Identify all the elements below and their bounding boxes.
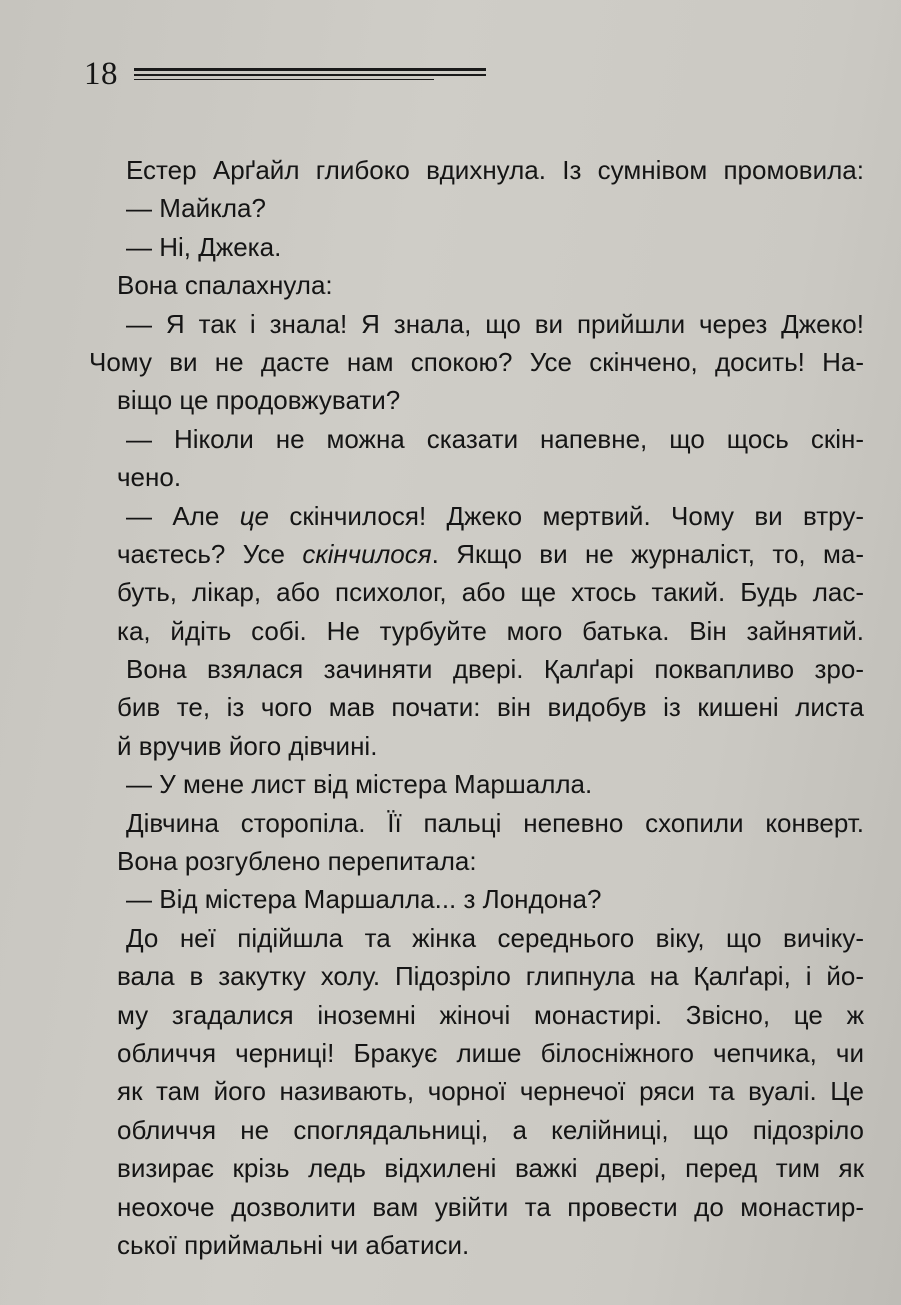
text-line: Чому ви не дасте нам спокою? Усе скінчено, досить! На- bbox=[89, 346, 864, 377]
header-rule bbox=[134, 68, 486, 71]
text-line: неохоче дозволити вам увійти та провести до монастир- bbox=[117, 1191, 864, 1222]
text-run: скінчилося! Джеко мертвий. Чому ви втру- bbox=[269, 500, 865, 531]
text-line: — Я так і знала! Я знала, що ви прийшли через Джеко! bbox=[126, 308, 864, 339]
text-line: вала в закутку холу. Підозріло глипнула на Қалґарі, і йо- bbox=[117, 961, 864, 992]
text-line: визирає крізь ледь відхилені важкі двері, перед тим як bbox=[117, 1153, 864, 1184]
text-line: — Від містера Маршалла... з Лондона? bbox=[126, 884, 602, 915]
page-number: 18 bbox=[84, 56, 118, 92]
text-line: — Майкла? bbox=[126, 193, 266, 224]
text-line: буть, лікар, або психолог, або ще хтось такий. Будь лас- bbox=[117, 577, 864, 608]
text-line: обличчя не споглядальниці, а келійниці, що підозріло bbox=[117, 1114, 864, 1145]
text-line: — У мене лист від містера Маршалла. bbox=[126, 769, 593, 800]
text-line: обличчя черниці! Бракує лише білосніжного чепчика, чи bbox=[117, 1037, 864, 1068]
text-line: му згадалися іноземні жіночі монастирі. Звісно, це ж bbox=[117, 999, 864, 1030]
text-line: ської приймальні чи абатиси. bbox=[117, 1229, 470, 1260]
header-rule bbox=[134, 74, 486, 76]
text-line: — Ніколи не можна сказати напевне, що щось скін- bbox=[126, 423, 864, 454]
body-text bbox=[89, 151, 865, 1264]
text-line bbox=[117, 535, 864, 573]
text-line: бив те, із чого мав почати: він видобув із кишені листа bbox=[117, 692, 864, 723]
italic-word: скінчилося bbox=[302, 538, 432, 569]
italic-word: це bbox=[239, 500, 270, 531]
text-line: Дівчина сторопіла. Її пальці непевно схопили конверт. bbox=[126, 807, 864, 838]
text-run: . Якщо ви не журналіст, то, ма- bbox=[431, 538, 864, 569]
text-line: Вона взялася зачиняти двері. Қалґарі поквапливо зро- bbox=[126, 654, 864, 685]
text-run: чаєтесь? Усе bbox=[117, 538, 303, 569]
header-rule bbox=[134, 79, 434, 80]
text-line: Вона розгублено перепитала: bbox=[117, 846, 477, 877]
text-line: — Ні, Джека. bbox=[126, 231, 282, 262]
text-line: як там його називають, чорної чернечої ряси та вуалі. Це bbox=[117, 1076, 864, 1107]
text-line: ка, йдіть собі. Не турбуйте мого батька. Він зайнятий. bbox=[117, 615, 864, 646]
text-line: Естер Арґайл глибоко вдихнула. Із сумнівом промовила: bbox=[126, 155, 864, 185]
text-line: й вручив його дівчині. bbox=[117, 730, 378, 761]
text-line bbox=[117, 497, 864, 535]
text-run: — Але bbox=[126, 500, 240, 531]
text-line: Вона спалахнула: bbox=[117, 270, 333, 301]
text-line: чено. bbox=[117, 462, 182, 493]
text-line: віщо це продовжувати? bbox=[117, 385, 401, 416]
text-line: До неї підійшла та жінка середнього віку, що вичіку- bbox=[126, 922, 864, 953]
